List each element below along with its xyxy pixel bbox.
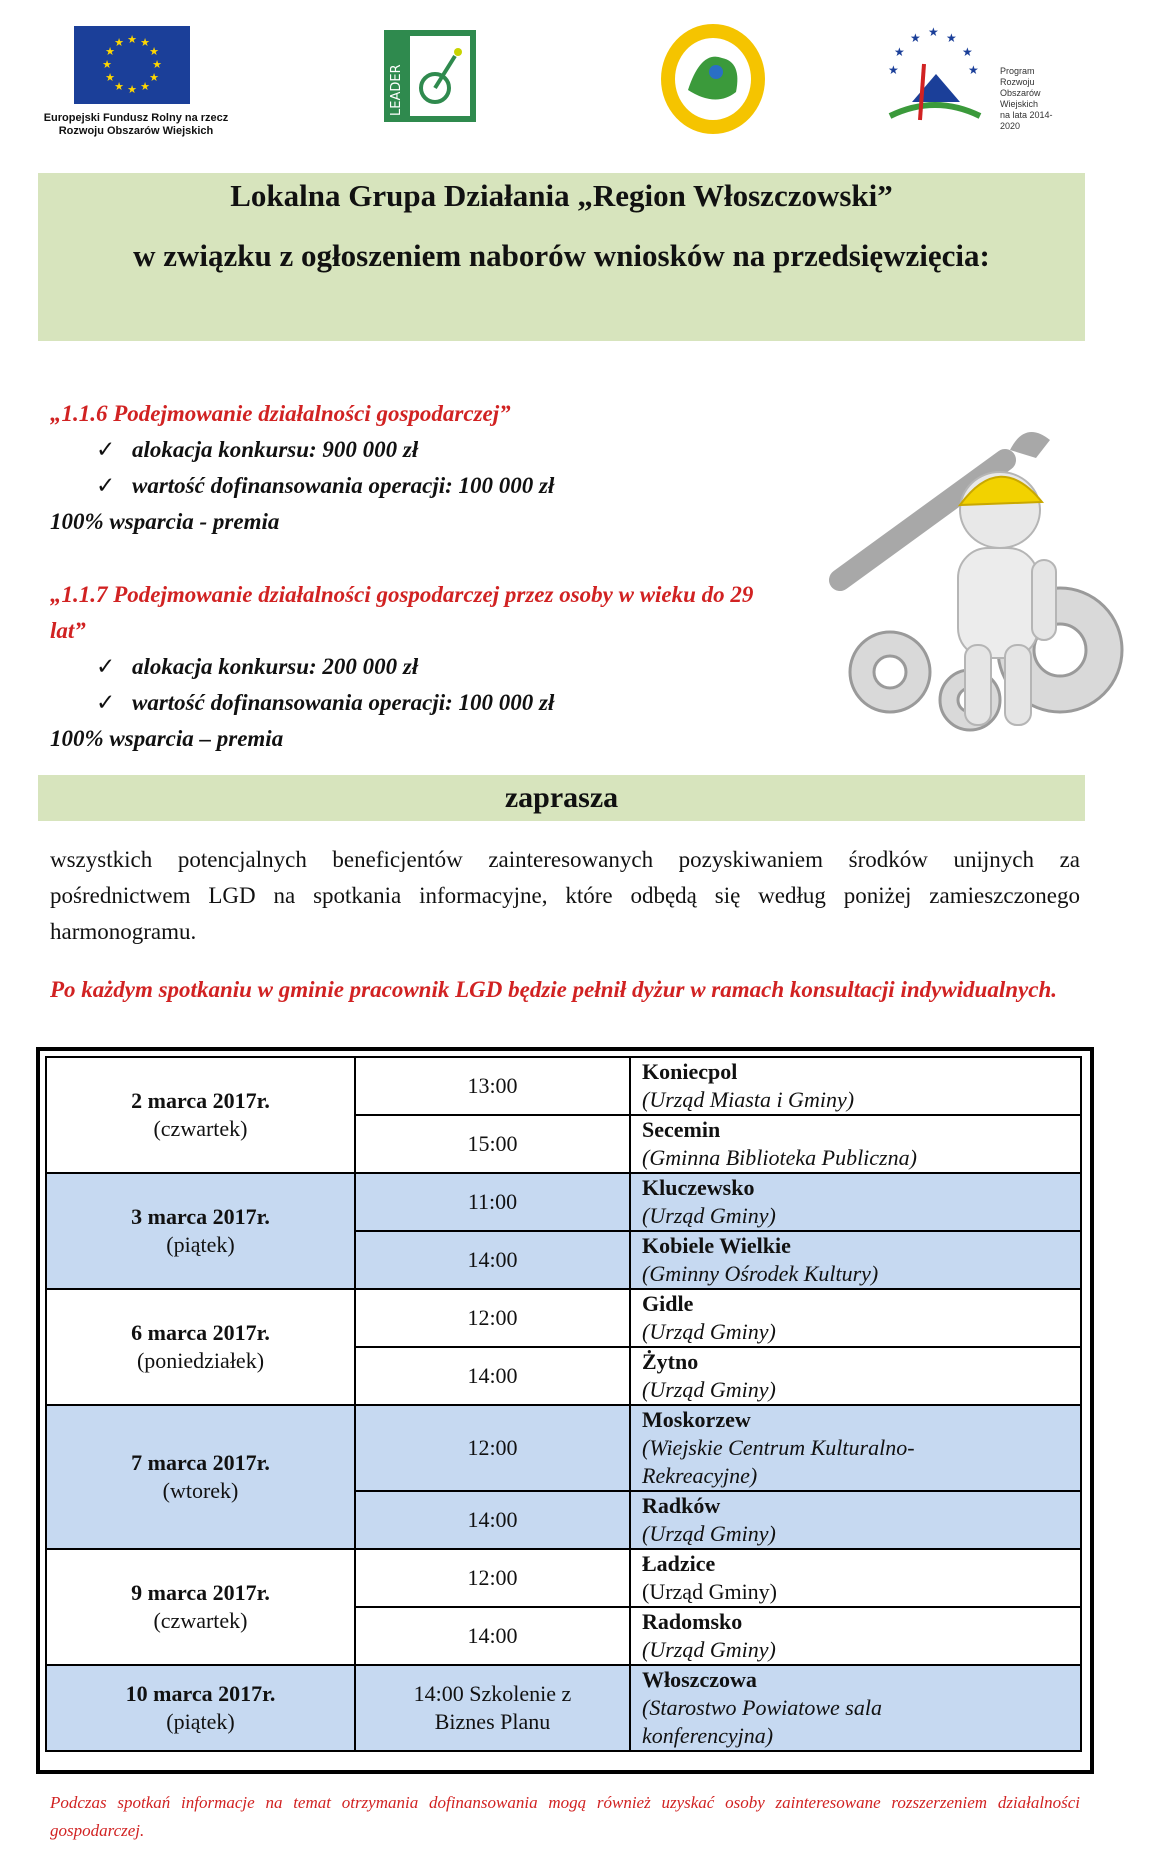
svg-text:★: ★	[102, 58, 112, 71]
time-cell: 13:00	[355, 1057, 630, 1115]
table-row	[46, 1289, 1081, 1347]
place-cell: Kobiele Wielkie (Gminny Ośrodek Kultury)	[630, 1231, 1081, 1289]
time-cell: 12:00	[355, 1289, 630, 1347]
svg-text:★: ★	[127, 33, 137, 46]
checkmark-icon: ✓	[96, 437, 116, 462]
svg-text:★: ★	[114, 80, 124, 93]
program-item: ✓ alokacja konkursu: 900 000 zł	[50, 432, 830, 468]
place-cell: Ładzice (Urząd Gminy)	[630, 1549, 1081, 1607]
logos-row	[0, 20, 1152, 140]
time-cell: 12:00	[355, 1405, 630, 1491]
svg-text:★: ★	[888, 63, 899, 77]
svg-text:★: ★	[962, 45, 973, 59]
date-cell: 7 marca 2017r. (wtorek)	[46, 1405, 355, 1549]
svg-text:★: ★	[114, 36, 124, 49]
checkmark-icon: ✓	[96, 690, 116, 715]
date-cell: 2 marca 2017r. (czwartek)	[46, 1057, 355, 1173]
time-cell: 12:00	[355, 1549, 630, 1607]
time-cell: 14:00	[355, 1607, 630, 1665]
program-support: 100% wsparcia - premia	[50, 509, 280, 534]
schedule-table-frame	[36, 1047, 1094, 1774]
eu-caption: Europejski Fundusz Rolny na rzecz Rozwoju Obszarów Wiejskich	[43, 112, 229, 137]
leader-logo	[380, 26, 480, 126]
svg-text:★: ★	[946, 31, 957, 45]
header-banner	[38, 173, 1085, 341]
svg-text:★: ★	[968, 63, 979, 77]
svg-text:★: ★	[105, 45, 115, 58]
table-row	[46, 1549, 1081, 1607]
place-cell: Koniecpol (Urząd Miasta i Gminy)	[630, 1057, 1081, 1115]
header-subtitle: w związku z ogłoszeniem naborów wniosków na przedsięwzięcia:	[133, 238, 990, 273]
table-row	[46, 1665, 1081, 1751]
svg-text:★: ★	[105, 71, 115, 84]
time-cell: 15:00	[355, 1115, 630, 1173]
program-item: ✓ wartość dofinansowania operacji: 100 000 zł	[50, 468, 830, 504]
svg-text:★: ★	[928, 25, 939, 39]
date-cell: 9 marca 2017r. (czwartek)	[46, 1549, 355, 1665]
place-cell: Radomsko (Urząd Gminy)	[630, 1607, 1081, 1665]
date-cell: 3 marca 2017r. (piątek)	[46, 1173, 355, 1289]
worker-illustration	[800, 410, 1152, 740]
svg-text:★: ★	[149, 45, 159, 58]
place-cell: Gidle (Urząd Gminy)	[630, 1289, 1081, 1347]
program-1-1-6	[50, 396, 830, 540]
eu-flag-icon	[74, 26, 190, 104]
schedule-table	[45, 1056, 1082, 1752]
prow-logo	[880, 24, 1070, 134]
time-cell: 14:00	[355, 1347, 630, 1405]
invite-text: wszystkich potencjalnych beneficjentów zainteresowanych pozyskiwaniem środków unijnych za pośrednictwem LGD na spotkania informacyjne, które odbędą się według poniżej zamieszczonego harmonogramu.	[50, 847, 1080, 944]
table-row	[46, 1405, 1081, 1491]
place-cell: Włoszczowa (Starostwo Powiatowe sala konferencyjna)	[630, 1665, 1081, 1751]
place-cell: Moskorzew (Wiejskie Centrum Kulturalno-Rekreacyjne)	[630, 1405, 1081, 1491]
place-cell: Kluczewsko (Urząd Gminy)	[630, 1173, 1081, 1231]
header-title: Lokalna Grupa Działania „Region Włoszczowski”	[230, 178, 893, 213]
svg-text:★: ★	[894, 45, 905, 59]
checkmark-icon: ✓	[96, 473, 116, 498]
consultation-note: Po każdym spotkaniu w gminie pracownik LGD będzie pełnił dyżur w ramach konsultacji indywidualnych.	[50, 977, 1057, 1002]
program-item: ✓ alokacja konkursu: 200 000 zł	[50, 649, 770, 685]
svg-text:★: ★	[149, 71, 159, 84]
checkmark-icon: ✓	[96, 654, 116, 679]
time-cell: 14:00	[355, 1491, 630, 1549]
program-title: „1.1.7 Podejmowanie działalności gospodarczej przez osoby w wieku do 29 lat”	[50, 582, 754, 643]
leader-text: LEADER	[389, 64, 404, 116]
program-title: „1.1.6 Podejmowanie działalności gospodarczej”	[50, 401, 511, 426]
table-row	[46, 1173, 1081, 1231]
date-cell: 10 marca 2017r. (piątek)	[46, 1665, 355, 1751]
date-cell: 6 marca 2017r. (poniedziałek)	[46, 1289, 355, 1405]
time-cell: 14:00 Szkolenie z Biznes Planu	[355, 1665, 630, 1751]
program-item: ✓ wartość dofinansowania operacji: 100 000 zł	[50, 685, 770, 721]
program-support: 100% wsparcia – premia	[50, 726, 284, 751]
prow-caption: Program Rozwoju Obszarów Wiejskich na lata 2014-2020	[1000, 66, 1053, 131]
time-cell: 14:00	[355, 1231, 630, 1289]
svg-text:★: ★	[140, 36, 150, 49]
svg-text:★: ★	[152, 58, 162, 71]
svg-text:★: ★	[140, 80, 150, 93]
place-cell: Radków (Urząd Gminy)	[630, 1491, 1081, 1549]
time-cell: 11:00	[355, 1173, 630, 1231]
invite-heading: zaprasza	[38, 775, 1085, 821]
program-1-1-7	[50, 577, 770, 757]
place-cell: Żytno (Urząd Gminy)	[630, 1347, 1081, 1405]
lgd-logo	[656, 20, 770, 138]
svg-text:★: ★	[910, 31, 921, 45]
place-cell: Secemin (Gminna Biblioteka Publiczna)	[630, 1115, 1081, 1173]
svg-text:★: ★	[127, 83, 137, 96]
table-row	[46, 1057, 1081, 1115]
footnote: Podczas spotkań informacje na temat otrzymania dofinansowania mogą również uzyskać osoby zainteresowane rozszerzeniem działalności gospodarczej.	[50, 1793, 1080, 1840]
